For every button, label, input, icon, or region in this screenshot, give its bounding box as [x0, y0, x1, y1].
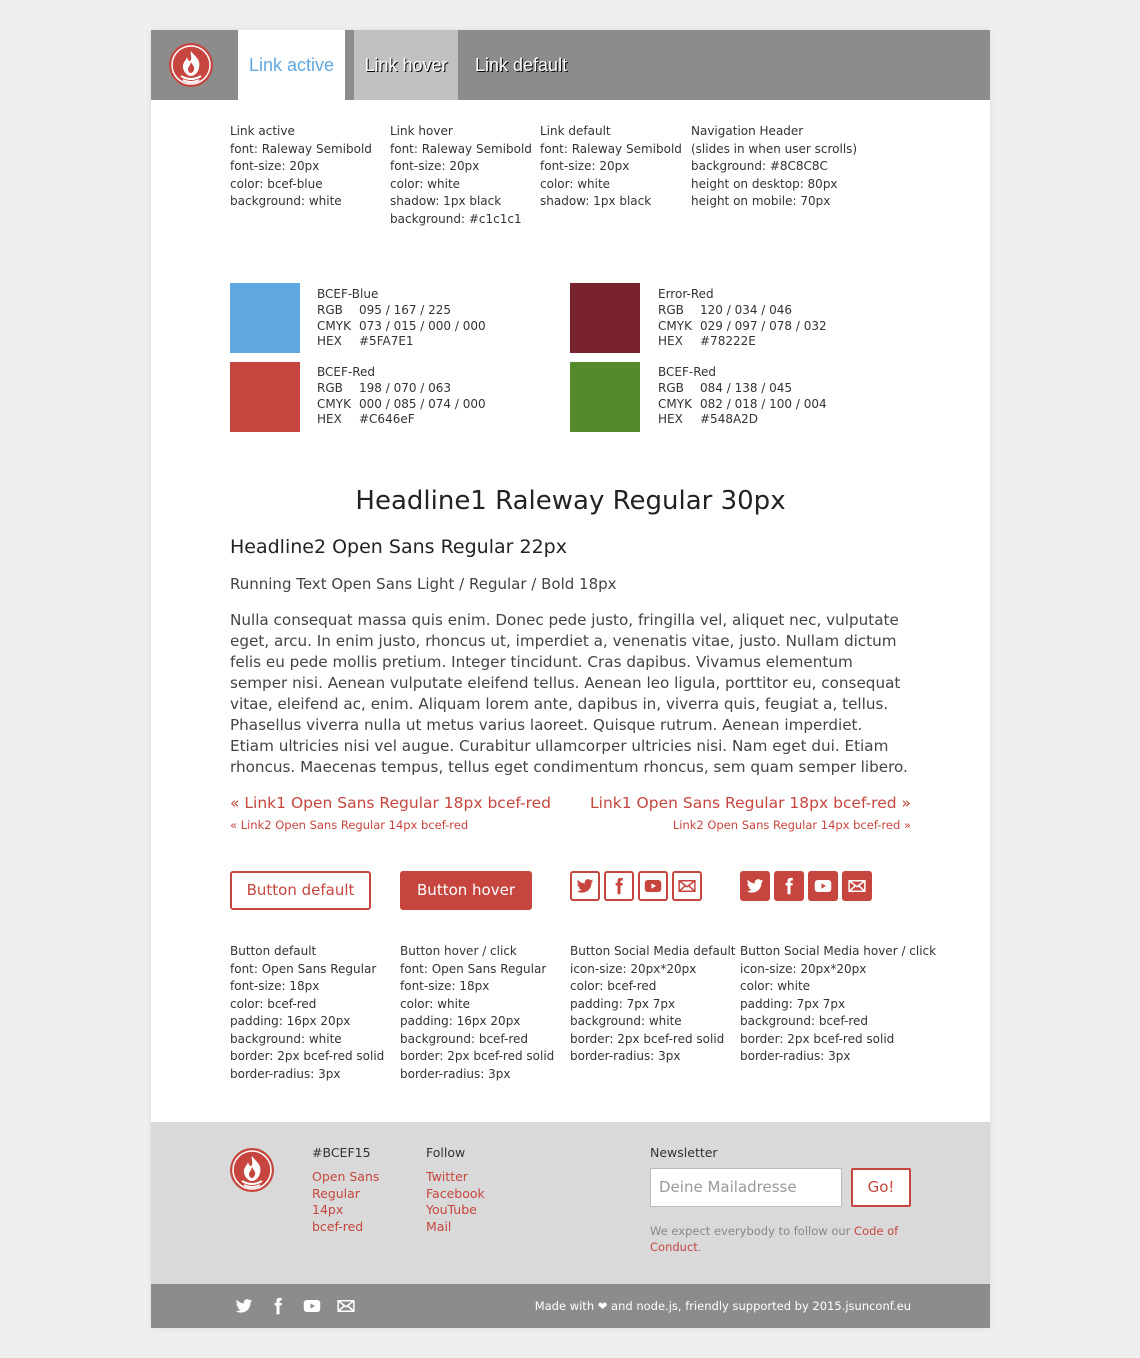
footer-hashtag-list: [312, 1169, 379, 1235]
spec-line: Button Social Media hover / click: [740, 944, 937, 958]
rgb-value: 198 / 070 / 063: [359, 380, 452, 395]
spec-line: color: white: [390, 176, 461, 191]
spec-line: font-size: 18px: [400, 979, 490, 993]
spec-line: font: Raleway Semibold: [230, 141, 372, 156]
swatch-bcef-blue: [230, 283, 300, 353]
spec-line: color: white: [540, 176, 611, 191]
rgb-label: RGB: [658, 302, 684, 317]
made-with-credit: Made with ❤ and node.js, friendly supported by 2015.jsunconf.eu: [534, 1299, 911, 1313]
spec-line: padding: 16px 20px: [400, 1014, 521, 1028]
spec-line: border-radius: 3px: [230, 1066, 341, 1081]
spec-navigation-header: [691, 123, 857, 211]
spec-line: background: bcef-red: [740, 1014, 868, 1028]
button-default[interactable]: Button default: [230, 871, 371, 910]
newsletter-email-input[interactable]: Deine Mailadresse: [650, 1168, 842, 1207]
spec-line: Navigation Header: [691, 124, 804, 138]
swatch-bcef-red: [230, 362, 300, 432]
spec-link-active: [230, 123, 372, 211]
footer-link[interactable]: 14px: [312, 1202, 344, 1217]
spec-line: border-radius: 3px: [400, 1066, 511, 1081]
facebook-icon: [780, 877, 798, 895]
hex-label: HEX: [317, 334, 342, 349]
spec-line: border-radius: 3px: [740, 1049, 851, 1063]
cmyk-value: 029 / 097 / 078 / 032: [700, 318, 827, 333]
spec-line: (slides in when user scrolls): [691, 141, 858, 156]
spec-line: color: bcef-blue: [230, 176, 323, 191]
hex-label: HEX: [317, 412, 342, 427]
spec-line: border-radius: 3px: [570, 1049, 681, 1063]
rgb-value: 095 / 167 / 225: [359, 302, 452, 317]
spec-line: border: 2px bcef-red solid: [230, 1049, 385, 1063]
newsletter-title: Newsletter: [650, 1145, 718, 1160]
note-text: We expect everybody to follow our: [650, 1224, 855, 1238]
twitter-icon: [576, 877, 594, 895]
spec-line: padding: 7px 7px: [740, 996, 846, 1011]
spec-line: Link active: [230, 124, 295, 138]
spec-line: color: bcef-red: [570, 979, 657, 993]
hex-label: HEX: [658, 334, 683, 349]
spec-line: height on desktop: 80px: [691, 176, 838, 191]
footer-link-mail[interactable]: Mail: [426, 1218, 452, 1234]
nav-link-active[interactable]: Link active: [238, 30, 345, 100]
hex-value: #5FA7E1: [359, 334, 414, 349]
social-facebook-button-hover[interactable]: [774, 871, 804, 901]
spec-line: icon-size: 20px*20px: [740, 961, 867, 976]
color-name: BCEF-Red: [317, 365, 376, 379]
spec-line: font-size: 20px: [540, 159, 630, 173]
youtube-icon: [814, 877, 832, 895]
spec-line: shadow: 1px black: [390, 194, 502, 208]
rgb-label: RGB: [658, 380, 684, 395]
spec-line: icon-size: 20px*20px: [570, 961, 697, 976]
color-info-green: [658, 365, 827, 428]
youtube-icon[interactable]: [303, 1297, 321, 1315]
headline1-sample: Headline1 Raleway Regular 30px: [355, 486, 786, 516]
link1-prev[interactable]: « Link1 Open Sans Regular 18px bcef-red: [230, 794, 551, 812]
twitter-icon[interactable]: [235, 1297, 253, 1315]
spec-line: Link hover: [390, 124, 453, 138]
spec-line: font-size: 18px: [230, 979, 320, 993]
cmyk-value: 082 / 018 / 100 / 004: [700, 396, 827, 411]
styleguide-page: [151, 30, 990, 1328]
social-facebook-button[interactable]: [604, 871, 634, 901]
body-paragraph: Nulla consequat massa quis enim. Donec pede justo, fringilla vel, aliquet nec, vulputate eget, arcu. In enim justo, rhoncus ut, imperdiet a, venenatis vitae, justo. Nullam dictum felis eu pede mollis pretium. Integer tincidunt. Cras dapibus. Vivamus elementum semper nisi. Aenean vulputate eleifend tellus. Aenean leo ligula, porttitor eu, consequat vitae, eleifend ac, enim. Aliquam lorem ante, dapibus in, viverra quis, feugiat a, tellus. Phasellus viverra nulla ut metus varius laoreet. Quisque rutrum. Aenean imperdiet. Etiam ultricies nisi vel augue. Curabitur ullamcorper ultricies nisi. Nam eget dui. Etiam rhoncus. Maecenas tempus, tellus eget condimentum rhoncus, sem quam semper libero.: [230, 611, 908, 776]
spec-line: font-size: 20px: [390, 159, 480, 173]
mail-icon: [678, 877, 696, 895]
mail-icon[interactable]: [337, 1297, 355, 1315]
spec-line: color: white: [740, 979, 811, 993]
facebook-icon: [610, 877, 628, 895]
footer-follow-title: Follow: [426, 1145, 466, 1160]
color-name: Error-Red: [658, 287, 714, 301]
spec-line: font: Open Sans Regular: [230, 961, 377, 976]
spec-line: shadow: 1px black: [540, 194, 652, 208]
code-of-conduct-link[interactable]: Code of Conduct: [650, 1224, 899, 1254]
spec-line: font-size: 20px: [230, 159, 320, 173]
hex-value: #C646eF: [359, 412, 415, 427]
footer-follow-list: [426, 1169, 485, 1235]
spec-line: border: 2px bcef-red solid: [400, 1049, 555, 1063]
footer-link[interactable]: Regular: [312, 1185, 360, 1201]
spec-line: color: white: [400, 996, 471, 1011]
color-name: BCEF-Red: [658, 365, 717, 379]
button-hover[interactable]: Button hover: [400, 871, 532, 910]
social-twitter-button-hover[interactable]: [740, 871, 770, 901]
cmyk-label: CMYK: [658, 396, 692, 411]
cmyk-label: CMYK: [317, 318, 351, 333]
spec-button-hover: [400, 943, 554, 1083]
footer-link-twitter[interactable]: Twitter: [426, 1169, 468, 1184]
bottom-bar: [151, 1284, 990, 1328]
footer-link[interactable]: Open Sans: [312, 1169, 380, 1184]
navigation-header: [151, 30, 990, 100]
spec-social-default: [570, 943, 735, 1066]
swatch-error-red: [570, 283, 640, 353]
spec-line: background: bcef-red: [400, 1031, 528, 1046]
spec-link-hover: [390, 123, 532, 228]
note-suffix: .: [697, 1240, 702, 1254]
nav-link-hover[interactable]: Link hover: [354, 30, 458, 100]
spec-line: background: #c1c1c1: [390, 211, 522, 226]
nav-link-default[interactable]: Link default: [475, 55, 568, 75]
headline2-sample: Headline2 Open Sans Regular 22px: [230, 536, 567, 558]
spec-line: border: 2px bcef-red solid: [740, 1031, 895, 1046]
rgb-value: 084 / 138 / 045: [700, 380, 793, 395]
spec-line: color: bcef-red: [230, 996, 317, 1011]
twitter-icon: [746, 877, 764, 895]
color-info-bcef-blue: [317, 287, 486, 350]
color-info-bcef-red: [317, 365, 486, 428]
spec-line: padding: 16px 20px: [230, 1014, 351, 1028]
flame-logo-icon[interactable]: [229, 1147, 275, 1193]
footer-link[interactable]: bcef-red: [312, 1218, 364, 1234]
rgb-label: RGB: [317, 302, 343, 317]
social-youtube-button[interactable]: [638, 871, 668, 901]
spec-line: background: white: [230, 194, 342, 208]
hex-value: #548A2D: [700, 412, 759, 427]
spec-line: height on mobile: 70px: [691, 194, 831, 208]
spec-link-default: [540, 123, 682, 211]
cmyk-value: 073 / 015 / 000 / 000: [359, 318, 486, 333]
social-mail-button-hover[interactable]: [842, 871, 872, 901]
link2-next[interactable]: Link2 Open Sans Regular 14px bcef-red »: [672, 818, 911, 832]
spec-line: background: #8C8C8C: [691, 159, 828, 173]
footer-link-facebook[interactable]: Facebook: [426, 1185, 485, 1201]
social-youtube-button-hover[interactable]: [808, 871, 838, 901]
hex-label: HEX: [658, 412, 683, 427]
spec-social-hover: [740, 943, 936, 1066]
code-of-conduct-note: [650, 1223, 910, 1255]
spec-line: font: Open Sans Regular: [400, 961, 547, 976]
spec-line: background: white: [570, 1014, 682, 1028]
newsletter-submit-button[interactable]: Go!: [851, 1168, 911, 1207]
social-mail-button[interactable]: [672, 871, 702, 901]
footer-hashtag-title: #BCEF15: [312, 1145, 371, 1160]
spec-line: background: white: [230, 1031, 342, 1046]
swatch-green: [570, 362, 640, 432]
social-twitter-button[interactable]: [570, 871, 600, 901]
rgb-label: RGB: [317, 380, 343, 395]
link2-prev[interactable]: « Link2 Open Sans Regular 14px bcef-red: [230, 818, 469, 832]
cmyk-value: 000 / 085 / 074 / 000: [359, 396, 486, 411]
spec-line: font: Raleway Semibold: [540, 141, 682, 156]
spec-line: Button default: [230, 944, 317, 958]
flame-logo-icon[interactable]: [168, 42, 214, 88]
link1-next[interactable]: Link1 Open Sans Regular 18px bcef-red »: [590, 794, 911, 812]
spec-line: Link default: [540, 124, 611, 138]
spec-line: padding: 7px 7px: [570, 996, 676, 1011]
spec-line: Button hover / click: [400, 944, 517, 958]
rgb-value: 120 / 034 / 046: [700, 302, 793, 317]
spec-button-default: [230, 943, 384, 1083]
spec-line: Button Social Media default: [570, 944, 736, 958]
color-info-error-red: [658, 287, 827, 350]
spec-line: border: 2px bcef-red solid: [570, 1031, 725, 1046]
spec-line: font: Raleway Semibold: [390, 141, 532, 156]
mail-icon: [848, 877, 866, 895]
footer-link-youtube[interactable]: YouTube: [426, 1202, 477, 1217]
running-text-label: Running Text Open Sans Light / Regular / Bold 18px: [230, 575, 617, 593]
footer: [151, 1122, 990, 1284]
cmyk-label: CMYK: [658, 318, 692, 333]
hex-value: #78222E: [700, 334, 756, 349]
facebook-icon[interactable]: [269, 1297, 287, 1315]
cmyk-label: CMYK: [317, 396, 351, 411]
youtube-icon: [644, 877, 662, 895]
color-name: BCEF-Blue: [317, 287, 379, 301]
